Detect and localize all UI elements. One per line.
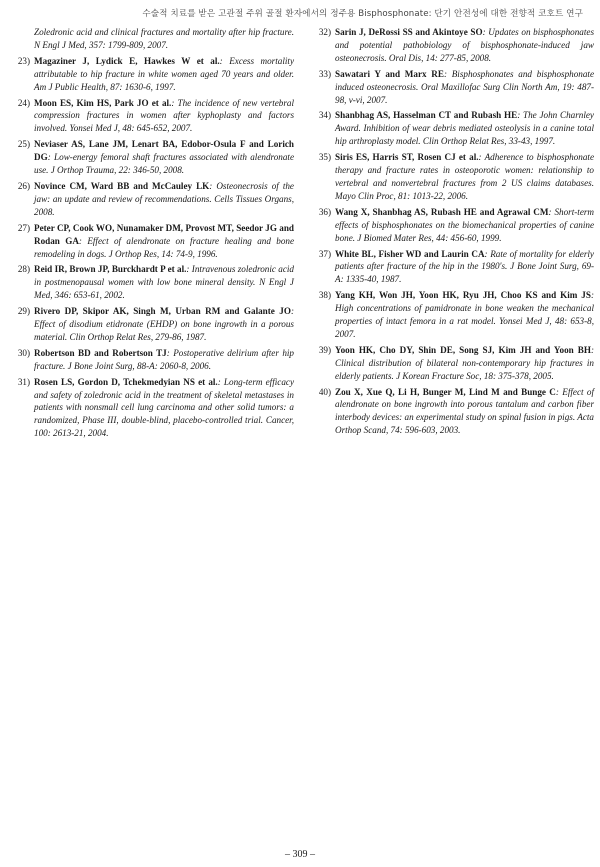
reference-citation: : Updates on bisphosphonates and potential pathobiology of bisphosphonate-induced jaw osteonecrosis. Oral Dis, 14: 277-85, 2008. [335, 27, 595, 63]
reference-item [311, 206, 594, 245]
reference-authors: Shanbhag AS, Hasselman CT and Rubash HE [335, 110, 518, 121]
reference-item [311, 289, 594, 341]
reference-number: 38) [318, 290, 331, 301]
reference-citation: : Effect of disodium etidronate (EHDP) on bone ingrowth in a porous material. Clin Orthop Relat Res, 279-86, 1987. [34, 306, 294, 342]
reference-citation: : Short-term effects of bisphosphonates on the biomechanical properties of canine bone. J Biomed Mater Res, 44: 456-60, 1999. [335, 206, 595, 243]
reference-authors: Rivero DP, Skipor AK, Singh M, Urban RM and Galante JO [34, 306, 291, 317]
reference-number: 23) [17, 55, 30, 66]
page-number: – 309 – [285, 849, 315, 860]
reference-authors: Peter CP, Cook WO, Nunamaker DM, Provost MT, Seedor JG and Rodan GA [34, 222, 294, 246]
reference-authors: Neviaser AS, Lane JM, Lenart BA, Edobor-Osula F and Lorich DG [34, 139, 294, 163]
reference-number: 40) [318, 386, 331, 397]
reference-citation: : Postoperative delirium after hip fracture. J Bone Joint Surg, 88-A: 2060-8, 2006. [34, 347, 294, 371]
reference-authors: Robertson BD and Robertson TJ [34, 347, 167, 358]
reference-item [311, 344, 594, 383]
reference-citation: : Clinical distribution of bilateral non-contemporary hip fractures in elderly patients. J Korean Fracture Soc, 18: 375-378, 2005. [335, 344, 594, 381]
reference-item [10, 26, 294, 52]
reference-citation: : The incidence of new vertebral compression fractures in women after kyphoplasty and factors involved. Yonsei Med J, 48: 645-652, 2007. [34, 97, 294, 134]
reference-number: 30) [17, 347, 30, 358]
reference-number: 35) [318, 152, 331, 163]
reference-citation: : Intravenous zoledronic acid in postmenopausal women with low bone mineral density. N Engl J Med, 346: 653-61, 2002. [34, 264, 294, 301]
reference-number: 31) [17, 376, 30, 387]
reference-citation: : High concentrations of pamidronate in bone weaken the mechanical properties of intact femora in a rat model. Yonsei Med J, 48: 653-8, 2007. [335, 290, 594, 339]
running-header: 수술적 치료를 받은 고관절 주위 골절 환자에서의 정주용 Bisphosphonate: 단기 안전성에 대한 전향적 코호트 연구 [142, 9, 583, 19]
reference-item [311, 68, 594, 107]
reference-text [34, 26, 294, 52]
reference-authors: Wang X, Shanbhag AS, Rubash HE and Agrawal CM [335, 206, 549, 217]
reference-citation: : Excess mortality attributable to hip fracture in white women aged 70 years and older. Am J Public Health, 87: 1630-6, 1997. [34, 55, 294, 92]
reference-number: 28) [17, 264, 30, 275]
reference-item [311, 26, 594, 65]
reference-text [335, 151, 594, 203]
reference-authors: Reid IR, Brown JP, Burckhardt P et al. [34, 264, 187, 275]
reference-text [34, 347, 294, 373]
reference-authors: Novince CM, Ward BB and McCauley LK [34, 180, 210, 191]
reference-citation: : Effect of alendronate on fracture healing and bone remodeling in dogs. J Orthop Res, 14: 74-9, 1996. [34, 235, 294, 259]
reference-text [335, 386, 594, 438]
reference-text [34, 97, 294, 136]
reference-text [34, 180, 294, 219]
reference-authors: Yoon HK, Cho DY, Shin DE, Song SJ, Kim JH and Yoon BH [335, 344, 591, 355]
reference-number: 33) [318, 68, 331, 79]
reference-citation: : The John Charnley Award. Inhibition of wear debris mediated osteolysis in a canine total hip arthroplasty model. Clin Orthop Relat Res, 33-43, 1997. [335, 110, 594, 147]
reference-number: 27) [17, 222, 30, 233]
reference-item [10, 138, 294, 177]
reference-text [34, 376, 294, 441]
reference-text [335, 109, 594, 148]
reference-item [311, 248, 594, 287]
reference-item [10, 347, 294, 373]
reference-number: 32) [318, 27, 331, 37]
reference-authors: Sawatari Y and Marx RE [335, 68, 444, 79]
reference-authors: White BL, Fisher WD and Laurin CA [335, 248, 485, 259]
reference-text [335, 289, 594, 341]
reference-number: 26) [17, 180, 30, 191]
reference-citation: : Low-energy femoral shaft fractures associated with alendronate use. J Orthop Trauma, 22: 346-50, 2008. [34, 152, 294, 176]
references-left-column [10, 26, 294, 443]
reference-number: 36) [318, 206, 331, 217]
reference-authors: Siris ES, Harris ST, Rosen CJ et al. [335, 152, 479, 163]
reference-item [10, 55, 294, 94]
reference-number: 37) [318, 248, 331, 259]
reference-authors: Yang KH, Won JH, Yoon HK, Ryu JH, Choo KS and Kim JS [335, 290, 591, 301]
reference-item [311, 151, 594, 203]
reference-item [10, 97, 294, 136]
reference-authors: Zou X, Xue Q, Li H, Bunger M, Lind M and Bunge C [335, 386, 556, 397]
reference-authors: Rosen LS, Gordon D, Tchekmedyian NS et al. [34, 376, 218, 387]
reference-citation: : Bisphosphonates and bisphosphonate induced osteonecrosis. Oral Maxillofac Surg Clin North Am, 19: 487-98, v-vi, 2007. [335, 68, 594, 105]
reference-authors: Magaziner J, Lydick E, Hawkes W et al. [34, 55, 220, 66]
reference-item [311, 109, 594, 148]
reference-number: 34) [318, 110, 331, 121]
reference-number: 24) [17, 97, 30, 108]
reference-text [335, 26, 594, 65]
references-right-column [311, 26, 594, 440]
reference-number: 25) [17, 139, 30, 150]
reference-text [34, 138, 294, 177]
reference-item [10, 376, 294, 441]
reference-citation: : Rate of mortality for elderly patients after fracture of the hip in the 1980's. J Bone Joint Surg, 69-A: 1335-40, 1987. [335, 248, 594, 285]
reference-item [311, 386, 594, 438]
reference-number: 39) [318, 344, 331, 355]
reference-citation: : Long-term efficacy and safety of zoledronic acid in the treatment of skeletal metastases in patients with nonsmall cell lung carcinoma and other solid tumors: a randomized, Phase III, double-blind, placebo-controlled trial. Cancer, 100: 2613-21, 2004. [34, 376, 295, 439]
reference-text [335, 248, 594, 287]
reference-authors: Moon ES, Kim HS, Park JO et al. [34, 97, 172, 108]
reference-item [10, 263, 294, 302]
reference-text [34, 263, 294, 302]
reference-text [34, 55, 294, 94]
reference-citation: : Osteonecrosis of the jaw: an update and review of recommendations. Cells Tissues Organs, 2008. [34, 180, 294, 217]
reference-number: 29) [17, 306, 30, 317]
reference-text [335, 344, 594, 383]
reference-citation: Zoledronic acid and clinical fractures and mortality after hip fracture. N Engl J Med, 357: 1799-809, 2007. [34, 27, 294, 50]
reference-authors: Sarin J, DeRossi SS and Akintoye SO [335, 27, 483, 37]
reference-text [335, 68, 594, 107]
reference-text [335, 206, 594, 245]
reference-item [10, 305, 294, 344]
reference-item [10, 222, 294, 261]
reference-text [34, 222, 294, 261]
reference-citation: : Effect of alendronate on bone ingrowth into porous tantalum and carbon fiber interbody devices: an experimental study on spinal fusion in pigs. Acta Orthop Scand, 74: 596-603, 2003. [335, 386, 594, 436]
reference-text [34, 305, 294, 344]
reference-citation: : Adherence to bisphosphonate therapy and fracture rates in osteoporotic women: relationship to vertebral and nonvertebral fractures from 2 US claims databases. Mayo Clin Proc, 81: 1013-22, 2006. [335, 152, 595, 201]
reference-item [10, 180, 294, 219]
